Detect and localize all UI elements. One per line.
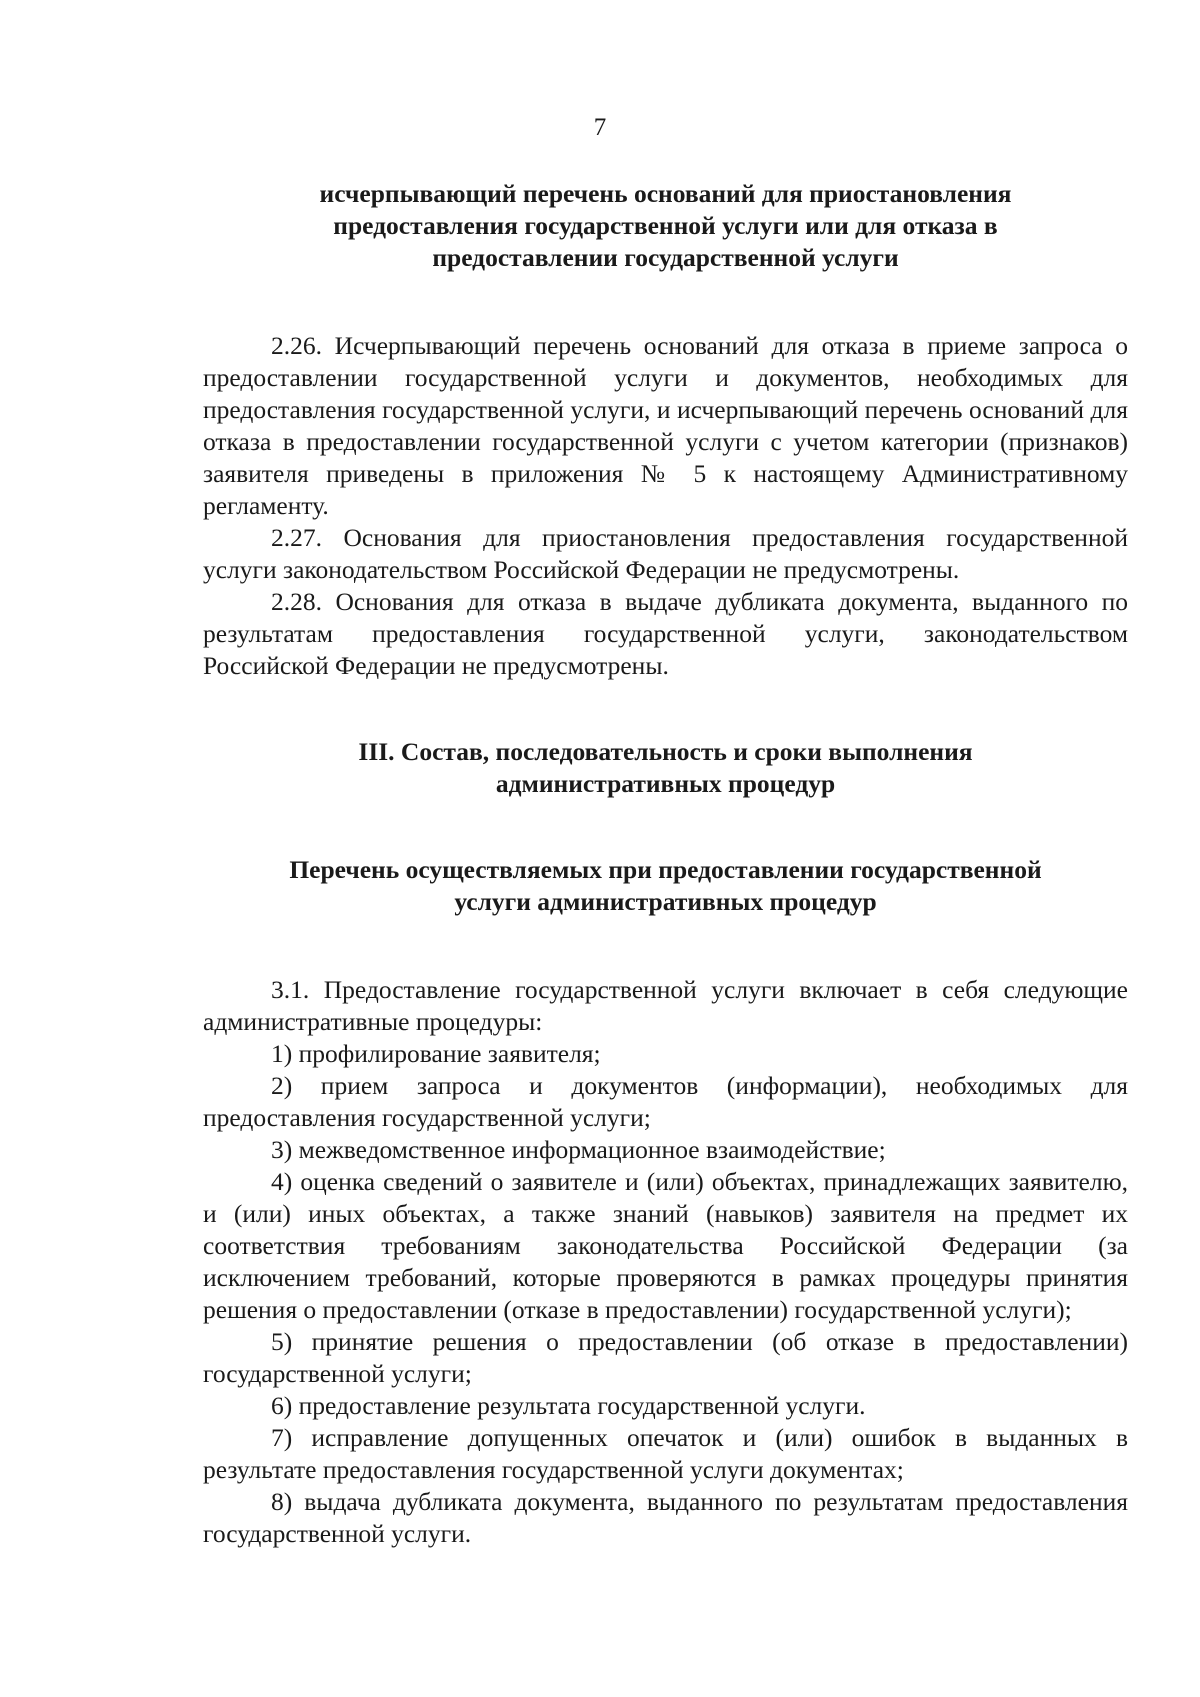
paragraph-2-28: 2.28. Основания для отказа в выдаче дубликата документа, выданного по результатам предоставления государственной услуги, законодательством Российской Федерации не предусмотрены. [203, 587, 1128, 680]
list-item-4: 4) оценка сведений о заявителе и (или) объектах, принадлежащих заявителю, и (или) иных объектах, а также знаний (навыков) заявителя на предмет их соответствия требованиям законодательства Российской Федерации (за исключением требований, которые проверяются в рамках процедуры принятия решения о предоставлении (отказе в предоставлении) государственной услуги); [203, 1167, 1128, 1324]
paragraph-2-27: 2.27. Основания для приостановления предоставления государственной услуги законодательством Российской Федерации не предусмотрены. [203, 523, 1128, 584]
list-item-5: 5) принятие решения о предоставлении (об отказе в предоставлении) государственной услуги; [203, 1327, 1128, 1388]
list-item-8: 8) выдача дубликата документа, выданного по результатам предоставления государственной услуги. [203, 1487, 1128, 1548]
list-item-6: 6) предоставление результата государственной услуги. [271, 1391, 866, 1420]
heading-line: Перечень осуществляемых при предоставлении государственной [289, 855, 1042, 884]
heading-line: предоставления государственной услуги или для отказа в [333, 211, 998, 240]
section-heading-grounds [203, 178, 1128, 274]
list-item-7: 7) исправление допущенных опечаток и (или) ошибок в выданных в результате предоставления государственной услуги документах; [203, 1423, 1128, 1484]
section-heading-procedures [203, 854, 1128, 918]
page-number: 7 [593, 114, 607, 141]
heading-line: административных процедур [495, 769, 836, 798]
paragraph-3-1: 3.1. Предоставление государственной услуги включает в себя следующие административные процедуры: [203, 975, 1128, 1036]
heading-line: III. Состав, последовательность и сроки выполнения [358, 737, 973, 766]
heading-line: исчерпывающий перечень оснований для приостановления [319, 179, 1012, 208]
list-item-3: 3) межведомственное информационное взаимодействие; [271, 1135, 886, 1164]
chapter-heading-iii [203, 736, 1128, 800]
list-item-1: 1) профилирование заявителя; [271, 1039, 601, 1068]
list-item-2: 2) прием запроса и документов (информации), необходимых для предоставления государственной услуги; [203, 1071, 1128, 1132]
document-body [203, 178, 1128, 1550]
paragraph-2-26: 2.26. Исчерпывающий перечень оснований для отказа в приеме запроса о предоставлении государственной услуги и документов, необходимых для предоставления государственной услуги, и исчерпывающий перечень оснований для отказа в предоставлении государственной услуги с учетом категории (признаков) заявителя приведены в приложения № 5 к настоящему Административному регламенту. [203, 331, 1128, 520]
heading-line: предоставлении государственной услуги [432, 243, 899, 272]
heading-line: услуги административных процедур [454, 887, 877, 916]
